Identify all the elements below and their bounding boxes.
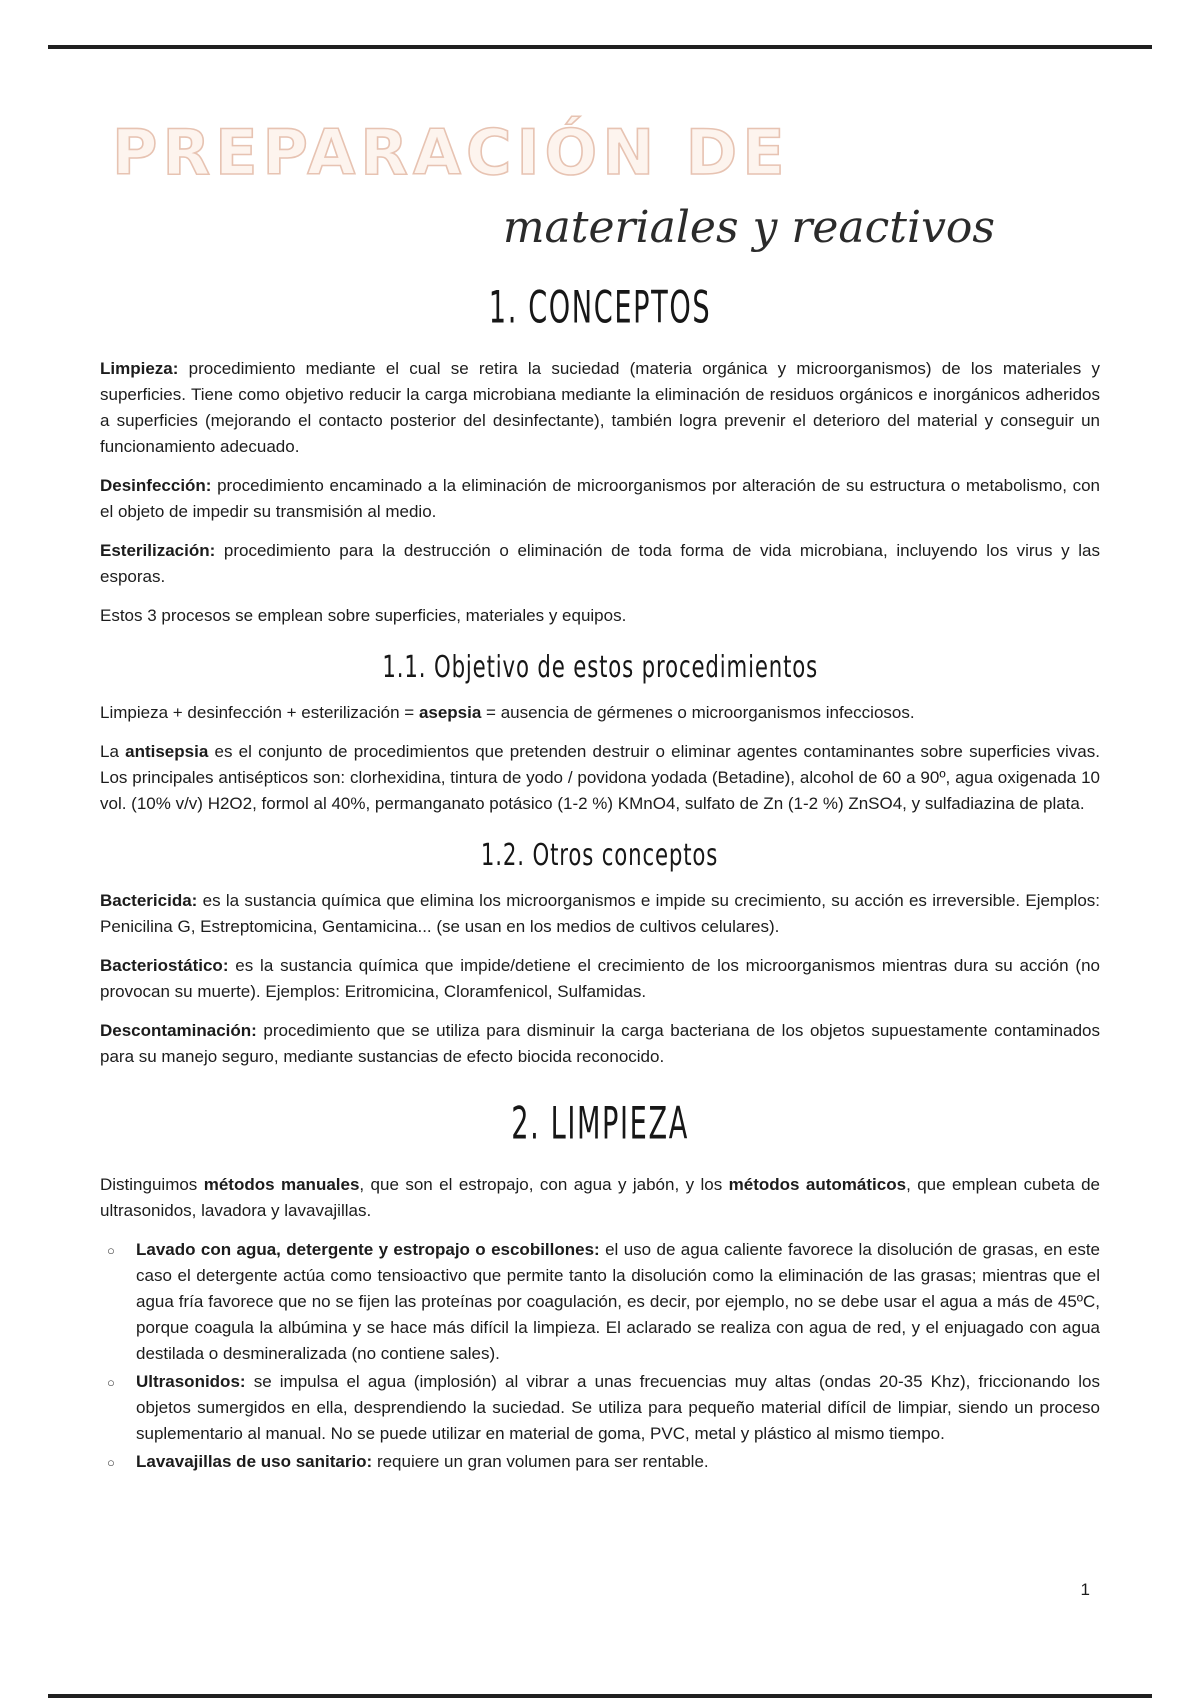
document-body — [100, 284, 1100, 1475]
circle-bullet-icon: ○ — [107, 1375, 115, 1390]
list-item-lavavajillas — [100, 1449, 1100, 1475]
decorative-title: PREPARACIÓN DE — [112, 116, 790, 189]
paragraph-metodos: Distinguimos métodos manuales, que son el estropajo, con agua y jabón, y los métodos automáticos, que emplean cubeta de ultrasonidos, lavadora y lavavajillas. — [100, 1175, 1100, 1220]
heading-limpieza-text: 2. LIMPIEZA — [511, 1098, 689, 1150]
document-header — [0, 0, 1200, 254]
paragraph-antisepsia: La antisepsia es el conjunto de procedimientos que pretenden destruir o eliminar agentes contaminantes sobre superficies vivas. Los principales antisépticos son: clorhexidina, tintura de yodo / povidona yodada (Betadine), alcohol de 60 a 90º, agua oxigenada 10 vol. (10% v/v) H2O2, formol al 40%, permanganato potásico (1-2 %) KMnO4, sulfato de Zn (1-2 %) ZnSO4, y sulfadiazina de plata. — [100, 742, 1100, 813]
paragraph-descontaminacion: Descontaminación: procedimiento que se utiliza para disminuir la carga bacteriana de los objetos supuestamente contaminados para su manejo seguro, mediante sustancias de efecto biocida reconocido. — [100, 1021, 1100, 1066]
circle-bullet-icon: ○ — [107, 1455, 115, 1470]
paragraph-esterilizacion: Esterilización: procedimiento para la destrucción o eliminación de toda forma de vida microbiana, incluyendo los virus y las esporas. — [100, 541, 1100, 586]
heading-limpieza — [100, 1100, 1100, 1148]
list-item-lavavajillas-text: Lavavajillas de uso sanitario: requiere un gran volumen para ser rentable. — [136, 1452, 709, 1471]
paragraph-limpieza: Limpieza: procedimiento mediante el cual se retira la suciedad (materia orgánica y microorganismos) de los materiales y superficies. Tiene como objetivo reducir la carga microbiana mediante la eliminación de residuos orgánicos e inorgánicos adheridos a superficies (mejorando el contacto posterior del desinfectante), también logra prevenir el deterioro del material y conseguir un funcionamiento adecuado. — [100, 359, 1100, 456]
paragraph-desinfeccion: Desinfección: procedimiento encaminado a la eliminación de microorganismos por alteración de su estructura o metabolismo, con el objeto de impedir su transmisión al medio. — [100, 476, 1100, 521]
page-number: 1 — [1080, 1580, 1090, 1599]
paragraph-bacteriostatico: Bacteriostático: es la sustancia química que impide/detiene el crecimiento de los microorganismos mientras dura su acción (no provocan su muerte). Ejemplos: Eritromicina, Cloramfenicol, Sulfamidas. — [100, 956, 1100, 1001]
list-item-ultrasonidos-text: Ultrasonidos: se impulsa el agua (implosión) al vibrar a unas frecuencias muy altas (ondas 20-35 Khz), friccionando los objetos sumergidos en ella, desprendiendo la suciedad. Se utiliza para pequeño material difícil de limpiar, siendo un proceso suplementario al manual. No se puede utilizar en material de goma, PVC, metal y plástico al mismo tiempo. — [136, 1372, 1100, 1443]
decorative-subtitle: materiales y reactivos — [502, 202, 995, 253]
heading-conceptos — [100, 284, 1100, 332]
bottom-divider — [48, 1694, 1152, 1698]
heading-conceptos-text: 1. CONCEPTOS — [488, 282, 712, 334]
paragraph-bactericida: Bactericida: es la sustancia química que elimina los microorganismos e impide su crecimiento, su acción es irreversible. Ejemplos: Penicilina G, Estreptomicina, Gentamicina... (se usan en los medios de cultivos celulares). — [100, 891, 1100, 936]
heading-otros-conceptos — [100, 837, 1100, 874]
list-item-ultrasonidos — [100, 1369, 1100, 1447]
circle-bullet-icon: ○ — [107, 1243, 115, 1258]
top-divider — [48, 45, 1152, 49]
heading-objetivo — [100, 649, 1100, 686]
heading-objetivo-text: 1.1. Objetivo de estos procedimientos — [382, 648, 818, 685]
cleaning-methods-list — [100, 1237, 1100, 1475]
list-item-lavado — [100, 1237, 1100, 1367]
paragraph-procesos: Estos 3 procesos se emplean sobre superficies, materiales y equipos. — [100, 606, 627, 625]
paragraph-asepsia: Limpieza + desinfección + esterilización = asepsia = ausencia de gérmenes o microorganismos infecciosos. — [100, 703, 915, 722]
heading-otros-conceptos-text: 1.2. Otros conceptos — [481, 836, 719, 873]
list-item-lavado-text: Lavado con agua, detergente y estropajo o escobillones: el uso de agua caliente favorece la disolución de grasas, en este caso el detergente actúa como tensioactivo que permite tanto la disolución como la eliminación de las grasas; mientras que el agua fría favorece que no se fijen las proteínas por coagulación, es decir, por ejemplo, no se debe usar el agua a más de 45ºC, porque coagula la albúmina y se hace más difícil la limpieza. El aclarado se realiza con agua de red, y el enjuagado con agua destilada o desmineralizada (no contiene sales). — [136, 1240, 1100, 1363]
